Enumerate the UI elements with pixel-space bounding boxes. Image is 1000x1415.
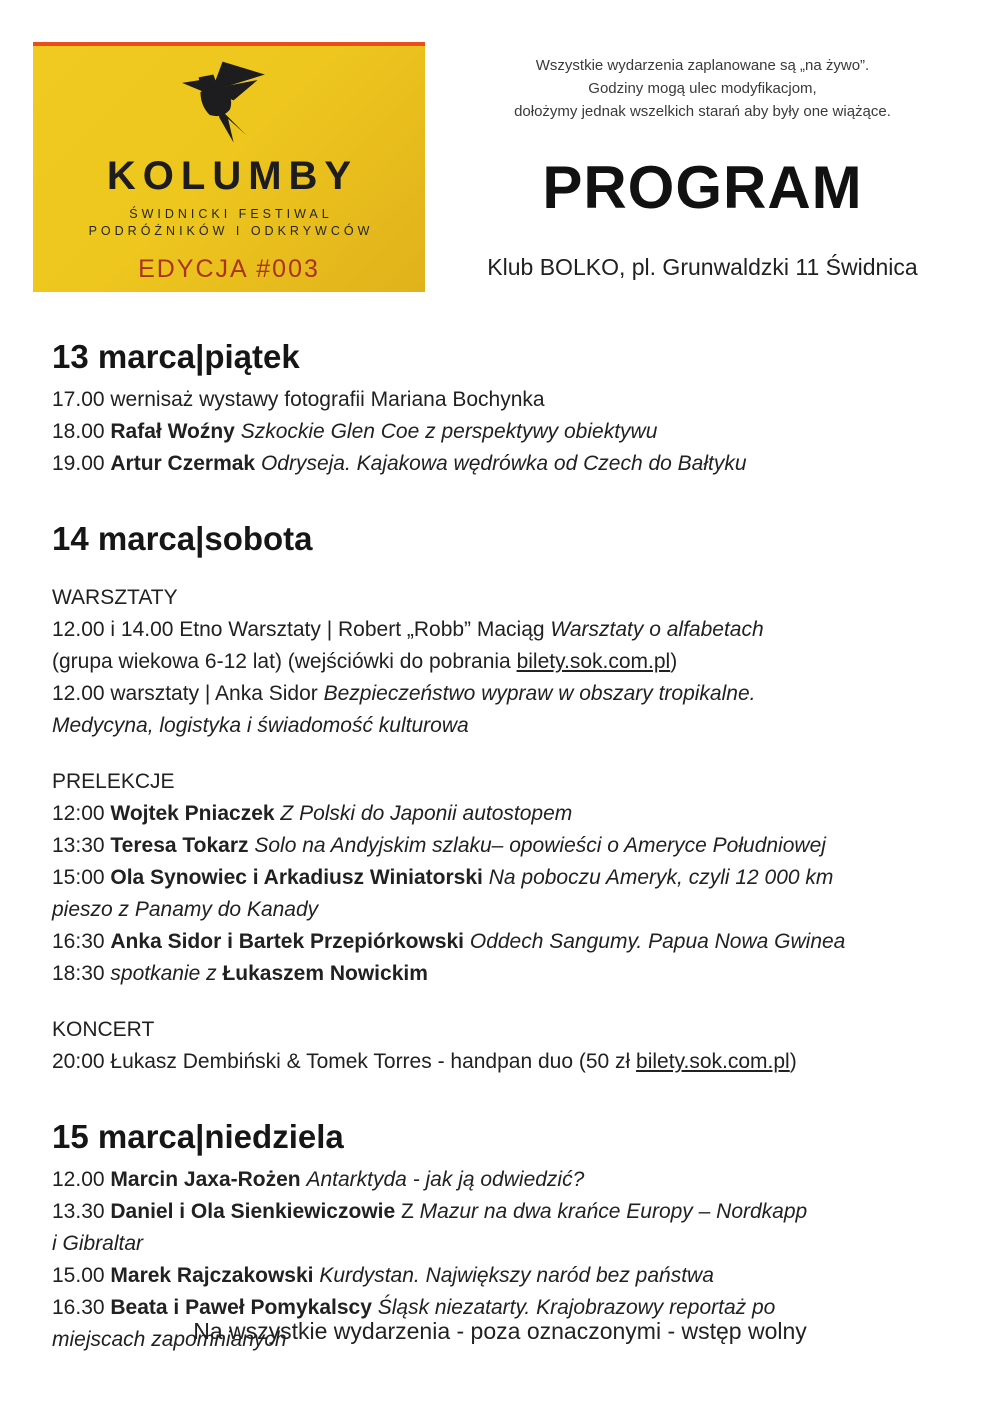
live-events-notice — [445, 54, 960, 123]
text-segment: Ola Synowiec i Arkadiusz Winiatorski — [110, 866, 483, 889]
bird-logo-icon — [169, 58, 289, 150]
text-segment: Daniel i Ola Sienkiewiczowie — [110, 1200, 396, 1223]
page-title: PROGRAM — [542, 154, 863, 221]
text-segment: Z Polski do Japonii autostopem — [280, 802, 573, 825]
program-line — [52, 1196, 960, 1260]
program-line — [52, 862, 960, 926]
notice-line-2: Godziny mogą ulec modyfikacjom, — [588, 80, 817, 97]
text-segment: ) — [670, 650, 678, 673]
program-line — [52, 448, 960, 480]
ticket-link[interactable]: bilety.sok.com.pl — [516, 650, 671, 673]
text-segment: 20:00 Łukasz Dembiński & Tomek Torres - handpan duo (50 zł — [52, 1050, 637, 1073]
text-segment: Oddech Sangumy. Papua Nowa Gwinea — [469, 930, 846, 953]
text-segment: 15.00 — [52, 1264, 111, 1287]
text-segment: Kurdystan. Największy naród bez państwa — [319, 1264, 714, 1287]
header-right-column — [425, 42, 1000, 281]
text-segment: Beata i Paweł Pomykalscy — [110, 1296, 372, 1319]
text-segment: 17.00 wernisaż wystawy fotografii Mariana Bochynka — [52, 388, 545, 411]
text-segment: 12:00 — [52, 802, 111, 825]
festival-logo — [33, 42, 425, 292]
text-segment: Wojtek Pniaczek — [110, 802, 275, 825]
notice-line-3: dołożymy jednak wszelkich starań aby były one wiążące. — [514, 103, 891, 120]
text-segment: 12.00 i 14.00 Etno Warsztaty | Robert „Robb” Maciąg — [52, 618, 551, 641]
program-section — [52, 520, 960, 1078]
program-line — [52, 384, 960, 416]
program-line — [52, 678, 960, 742]
text-segment: Teresa Tokarz — [110, 834, 249, 857]
text-segment: Warsztaty o alfabetach — [550, 618, 764, 641]
program-line — [52, 798, 960, 830]
text-segment: Szkockie Glen Coe z perspektywy obiektywu — [240, 420, 658, 443]
text-segment: Solo na Andyjskim szlaku– opowieści o Ameryce Południowej — [254, 834, 826, 857]
text-segment: Odryseja. Kajakowa wędrówka od Czech do Bałtyku — [260, 452, 747, 475]
text-segment: Medycyna, logistyka i świadomość kulturowa — [52, 714, 469, 737]
festival-edition: EDYCJA #003 — [138, 255, 320, 283]
venue-address: Klub BOLKO, pl. Grunwaldzki 11 Świdnica — [487, 254, 918, 280]
text-segment: Z — [395, 1200, 420, 1223]
text-segment: 18.00 — [52, 420, 111, 443]
text-segment: 13:30 — [52, 834, 111, 857]
text-segment: 19.00 — [52, 452, 111, 475]
festival-subtitle-line2: PODRÓŻNIKÓW I ODKRYWCÓW — [88, 224, 374, 238]
text-segment: 12.00 — [52, 1168, 111, 1191]
program-line — [52, 1046, 960, 1078]
group-label: WARSZTATY — [52, 586, 178, 609]
text-segment: 15:00 — [52, 866, 111, 889]
text-segment: Na poboczu Ameryk, czyli 12 000 km — [488, 866, 834, 889]
text-segment: Artur Czermak — [110, 452, 256, 475]
text-segment: Rafał Woźny — [110, 420, 235, 443]
text-segment: Bezpieczeństwo wypraw w obszary tropikalne. — [323, 682, 756, 705]
program-line — [52, 830, 960, 862]
program-line — [52, 1164, 960, 1196]
festival-subtitle-line1: ŚWIDNICKI FESTIWAL — [129, 207, 333, 221]
section-heading: 14 marca|sobota — [52, 520, 313, 557]
text-segment: Śląsk niezatarty. Krajobrazowy reportaż po — [377, 1296, 776, 1319]
notice-line-1: Wszystkie wydarzenia zaplanowane są „na żywo”. — [535, 57, 870, 74]
page-header — [0, 0, 1000, 292]
text-segment: Marek Rajczakowski — [110, 1264, 314, 1287]
program-line — [52, 958, 960, 990]
text-segment: i Gibraltar — [52, 1232, 144, 1255]
text-segment: 16.30 — [52, 1296, 111, 1319]
festival-subtitle — [85, 206, 374, 240]
program-sections — [52, 338, 960, 1356]
text-segment: Marcin Jaxa-Rożen — [110, 1168, 301, 1191]
text-segment: miejscach zapomnianych — [52, 1328, 287, 1351]
text-segment: 18:30 — [52, 962, 111, 985]
program-line — [52, 614, 960, 678]
group-label: PRELEKCJE — [52, 770, 175, 793]
text-segment: 16:30 — [52, 930, 111, 953]
text-segment: spotkanie z — [110, 962, 223, 985]
free-admission-note: Na wszystkie wydarzenia - poza oznaczonymi - wstęp wolny — [193, 1318, 807, 1344]
section-heading: 13 marca|piątek — [52, 338, 300, 375]
text-segment: pieszo z Panamy do Kanady — [52, 898, 319, 921]
group-label: KONCERT — [52, 1018, 155, 1041]
text-segment: Anka Sidor i Bartek Przepiórkowski — [110, 930, 465, 953]
text-segment: Łukaszem Nowickim — [222, 962, 428, 985]
text-segment: ) — [789, 1050, 797, 1073]
program-line — [52, 416, 960, 448]
program-line — [52, 1260, 960, 1292]
section-heading: 15 marca|niedziela — [52, 1118, 344, 1155]
text-segment: Mazur na dwa krańce Europy – Nordkapp — [419, 1200, 808, 1223]
festival-name: KOLUMBY — [106, 154, 359, 198]
text-segment: 13.30 — [52, 1200, 111, 1223]
program-line — [52, 926, 960, 958]
text-segment: 12.00 warsztaty | Anka Sidor — [52, 682, 324, 705]
text-segment: Antarktyda - jak ją odwiedzić? — [306, 1168, 585, 1191]
text-segment: (grupa wiekowa 6-12 lat) (wejściówki do pobrania — [52, 650, 517, 673]
ticket-link[interactable]: bilety.sok.com.pl — [636, 1050, 790, 1073]
program-section — [52, 338, 960, 480]
